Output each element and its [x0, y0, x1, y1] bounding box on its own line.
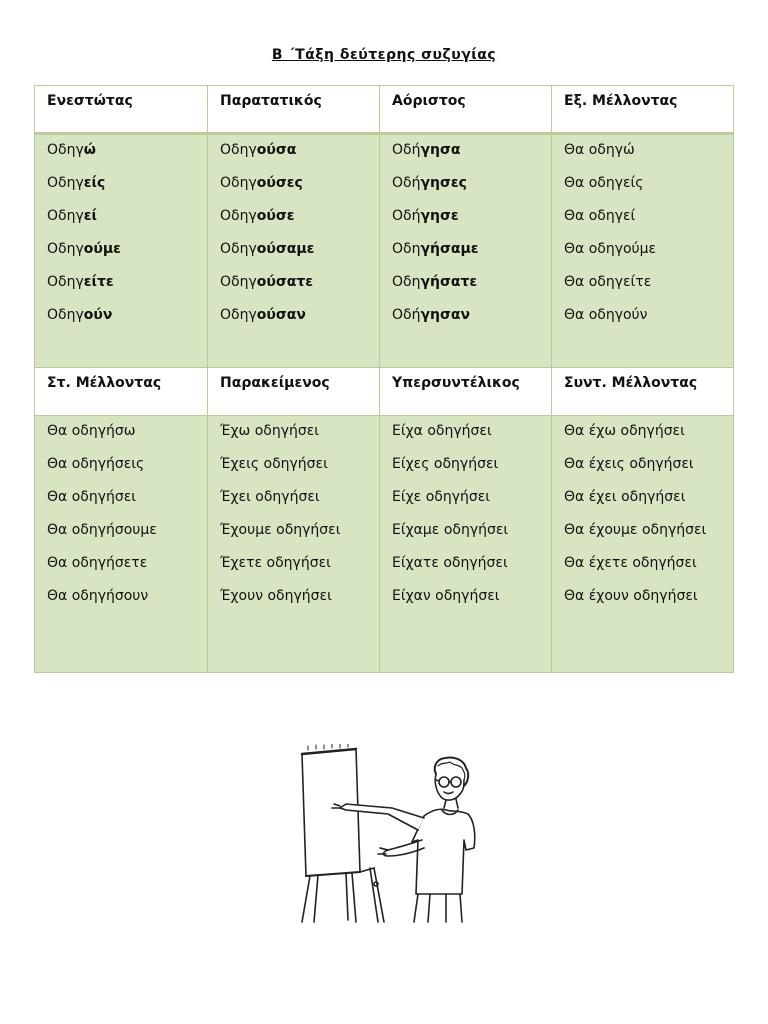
verb-form	[564, 242, 733, 275]
tense-header: Υπερσυντέλικος	[380, 368, 552, 416]
tense-column	[380, 416, 552, 673]
verb-stem: Οδηγ	[47, 274, 84, 290]
verb-form: Είχες οδηγήσει	[392, 456, 499, 472]
verb-form	[392, 275, 551, 308]
verb-form: Έχω οδηγήσει	[220, 423, 320, 439]
verb-stem: Θα οδηγούμε	[564, 241, 657, 257]
verb-ending: είς	[83, 175, 106, 191]
verb-ending: ούσαν	[256, 307, 306, 323]
verb-form: Έχετε οδηγήσει	[220, 555, 331, 571]
tense-header: Αόριστος	[380, 86, 552, 134]
verb-stem: Οδη	[392, 274, 421, 290]
verb-stem: Οδή	[392, 175, 421, 191]
conjugation-table	[34, 85, 734, 673]
tense-header-row	[35, 86, 734, 134]
verb-stem: Οδή	[392, 307, 421, 323]
verb-form: Θα έχουν οδηγήσει	[564, 588, 698, 604]
page-title: Β ΄Τάξη δεύτερης συζυγίας	[271, 47, 497, 63]
verb-stem: Θα οδηγούν	[564, 307, 648, 323]
verb-form	[47, 143, 207, 176]
verb-form	[220, 209, 379, 242]
verb-ending: γησε	[420, 208, 459, 224]
verb-stem: Οδηγ	[47, 208, 84, 224]
verb-stem: Θα οδηγώ	[564, 142, 635, 158]
verb-stem: Οδηγ	[220, 241, 257, 257]
verb-stem: Οδηγ	[220, 274, 257, 290]
verb-stem: Θα οδηγείτε	[564, 274, 652, 290]
tense-header-row	[35, 368, 734, 416]
verb-form: Θα οδηγήσουμε	[47, 522, 157, 538]
verb-form: Θα οδηγήσετε	[47, 555, 148, 571]
verb-ending: γησες	[420, 175, 467, 191]
verb-ending: γησαν	[420, 307, 471, 323]
verb-form: Έχουν οδηγήσει	[220, 588, 332, 604]
verb-ending: ώ	[83, 142, 96, 158]
verb-form	[564, 275, 733, 308]
verb-form	[392, 143, 551, 176]
tense-header: Παρακείμενος	[208, 368, 380, 416]
verb-form: Θα οδηγήσει	[47, 489, 137, 505]
verb-form	[564, 176, 733, 209]
verb-ending: ούσατε	[256, 274, 314, 290]
verb-form: Είχαν οδηγήσει	[392, 588, 500, 604]
verb-form: Είχε οδηγήσει	[392, 489, 491, 505]
verb-form	[220, 308, 379, 341]
verb-stem: Θα οδηγεί	[564, 208, 636, 224]
tense-column	[208, 416, 380, 673]
forms-row	[35, 134, 734, 368]
verb-stem: Οδηγ	[220, 142, 257, 158]
verb-stem: Οδή	[392, 142, 421, 158]
verb-stem: Οδηγ	[47, 142, 84, 158]
verb-form: Θα έχεις οδηγήσει	[564, 456, 694, 472]
tense-column	[35, 416, 208, 673]
forms-row	[35, 416, 734, 673]
verb-form	[47, 242, 207, 275]
verb-ending: γήσαμε	[420, 241, 479, 257]
verb-ending: γησα	[420, 142, 461, 158]
tense-header: Συντ. Μέλλοντας	[552, 368, 734, 416]
tense-column	[208, 134, 380, 368]
tense-column	[552, 416, 734, 673]
verb-form: Έχεις οδηγήσει	[220, 456, 328, 472]
verb-stem: Οδηγ	[220, 175, 257, 191]
verb-form: Θα οδηγήσεις	[47, 456, 145, 472]
verb-ending: εί	[83, 208, 97, 224]
verb-stem: Οδή	[392, 208, 421, 224]
verb-form: Έχουμε οδηγήσει	[220, 522, 341, 538]
verb-ending: ούν	[83, 307, 113, 323]
verb-form	[47, 176, 207, 209]
verb-form: Θα έχει οδηγήσει	[564, 489, 686, 505]
verb-form	[392, 242, 551, 275]
verb-form	[564, 143, 733, 176]
tense-header: Εξ. Μέλλοντας	[552, 86, 734, 134]
verb-ending: ούμε	[83, 241, 121, 257]
verb-form	[220, 275, 379, 308]
verb-form	[47, 308, 207, 341]
verb-form: Θα έχουμε οδηγήσει	[564, 522, 707, 538]
verb-form	[392, 308, 551, 341]
tense-header: Στ. Μέλλοντας	[35, 368, 208, 416]
verb-stem: Θα οδηγείς	[564, 175, 644, 191]
verb-stem: Οδηγ	[220, 208, 257, 224]
verb-ending: ούσα	[256, 142, 297, 158]
verb-stem: Οδηγ	[220, 307, 257, 323]
tense-column	[380, 134, 552, 368]
verb-ending: ούσαμε	[256, 241, 315, 257]
verb-form	[564, 308, 733, 341]
verb-ending: ούσε	[256, 208, 295, 224]
verb-form: Θα έχω οδηγήσει	[564, 423, 685, 439]
tense-column	[35, 134, 208, 368]
verb-form	[220, 176, 379, 209]
verb-form	[564, 209, 733, 242]
verb-form	[220, 242, 379, 275]
tense-header: Ενεστώτας	[35, 86, 208, 134]
verb-stem: Οδηγ	[47, 307, 84, 323]
verb-form: Είχατε οδηγήσει	[392, 555, 508, 571]
verb-form	[392, 176, 551, 209]
verb-ending: είτε	[83, 274, 114, 290]
verb-ending: ούσες	[256, 175, 303, 191]
verb-form: Είχα οδηγήσει	[392, 423, 492, 439]
verb-form: Θα έχετε οδηγήσει	[564, 555, 697, 571]
verb-form	[47, 209, 207, 242]
verb-ending: γήσατε	[420, 274, 478, 290]
verb-form: Είχαμε οδηγήσει	[392, 522, 509, 538]
verb-form: Θα οδηγήσουν	[47, 588, 149, 604]
verb-form	[220, 143, 379, 176]
verb-form	[392, 209, 551, 242]
verb-stem: Οδη	[392, 241, 421, 257]
tense-column	[552, 134, 734, 368]
verb-stem: Οδηγ	[47, 175, 84, 191]
verb-form: Θα οδηγήσω	[47, 423, 136, 439]
boy-flipchart-illustration	[296, 744, 492, 924]
verb-form: Έχει οδηγήσει	[220, 489, 320, 505]
verb-stem: Οδηγ	[47, 241, 84, 257]
tense-header: Παρατατικός	[208, 86, 380, 134]
verb-form	[47, 275, 207, 308]
